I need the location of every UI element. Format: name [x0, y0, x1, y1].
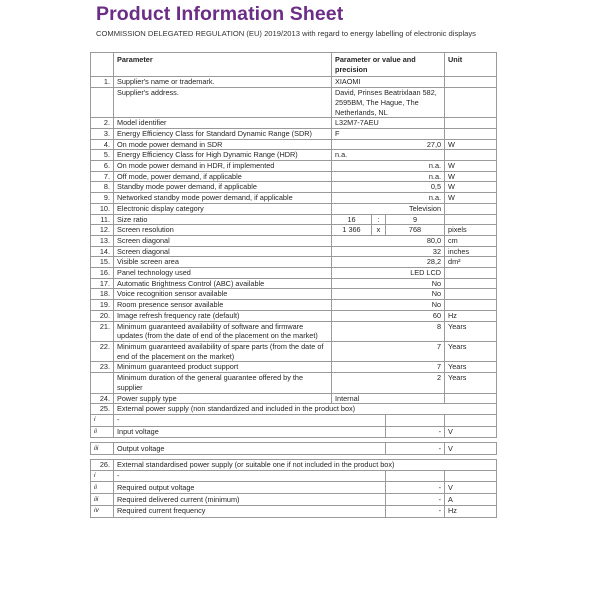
- table-row: [91, 128, 497, 139]
- table-row: [91, 289, 497, 300]
- row-value: n.a.: [332, 171, 445, 182]
- header-value: Parameter or value and precision: [332, 53, 445, 77]
- table-row: [91, 214, 497, 225]
- row-number: 8.: [91, 182, 114, 193]
- row-label: Minimum guaranteed product support: [114, 362, 332, 373]
- table-row: [91, 393, 497, 404]
- table-header-row: [91, 53, 497, 77]
- row-label: Screen resolution: [114, 225, 332, 236]
- header-unit: Unit: [445, 53, 497, 77]
- sub-index: ii: [91, 482, 114, 494]
- row-value: 7: [332, 362, 445, 373]
- sub-index: i: [91, 470, 114, 482]
- row-unit: W: [445, 182, 497, 193]
- row-value: 27,0: [332, 139, 445, 150]
- sub-unit: V: [445, 426, 497, 438]
- row-number: 20.: [91, 310, 114, 321]
- table-row: [91, 404, 497, 415]
- row-value: LED LCD: [332, 268, 445, 279]
- row-number: 3.: [91, 128, 114, 139]
- table-row: [91, 193, 497, 204]
- row-value: David, Prinses Beatrixlaan 582, 2595BM, The Hague, The Netherlands, NL: [332, 88, 445, 118]
- table-row: [91, 171, 497, 182]
- row-label: Screen diagonal: [114, 246, 332, 257]
- row-label: Panel technology used: [114, 268, 332, 279]
- sub-label: Output voltage: [114, 443, 386, 455]
- row-value: Television: [332, 203, 445, 214]
- table-row: [91, 310, 497, 321]
- header-parameter: Parameter: [114, 53, 332, 77]
- sub-unit: [445, 470, 497, 482]
- row-label: On mode power demand in HDR, if implemented: [114, 161, 332, 172]
- sub-index: iii: [91, 494, 114, 506]
- table-row: [91, 118, 497, 129]
- resolution-height: 768: [386, 225, 445, 236]
- row-number: 26.: [91, 460, 114, 471]
- ratio-separator: :: [372, 214, 386, 225]
- row-number: 4.: [91, 139, 114, 150]
- row-number: 10.: [91, 203, 114, 214]
- row-number: 18.: [91, 289, 114, 300]
- table-row: [91, 235, 497, 246]
- sub-label: -: [114, 414, 386, 426]
- row-unit: [445, 214, 497, 225]
- table-row: [91, 300, 497, 311]
- row-label: Power supply type: [114, 393, 332, 404]
- row-unit: pixels: [445, 225, 497, 236]
- sub-value: [386, 470, 445, 482]
- table-row: [91, 77, 497, 88]
- table-row: [91, 268, 497, 279]
- ratio-width: 16: [332, 214, 372, 225]
- row-value: 80,0: [332, 235, 445, 246]
- row-number: 15.: [91, 257, 114, 268]
- row-number: [91, 373, 114, 393]
- regulation-subtitle: COMMISSION DELEGATED REGULATION (EU) 2019/2013 with regard to energy labelling of electronic displays: [96, 29, 476, 38]
- table-row: [91, 278, 497, 289]
- row-unit: W: [445, 139, 497, 150]
- sub-index: ii: [91, 426, 114, 438]
- row-number: 14.: [91, 246, 114, 257]
- sub-value: -: [386, 426, 445, 438]
- sub-label: Required output voltage: [114, 482, 386, 494]
- row-number: 21.: [91, 321, 114, 341]
- row-unit: [445, 203, 497, 214]
- row-label: Electronic display category: [114, 203, 332, 214]
- row-unit: inches: [445, 246, 497, 257]
- product-info-table: [90, 52, 497, 518]
- resolution-separator: x: [372, 225, 386, 236]
- row-value: No: [332, 300, 445, 311]
- row-unit: [445, 150, 497, 161]
- row-label: Energy Efficiency Class for Standard Dynamic Range (SDR): [114, 128, 332, 139]
- row-value: 7: [332, 341, 445, 361]
- row-unit: [445, 77, 497, 88]
- row-unit: [445, 289, 497, 300]
- row-unit: Years: [445, 341, 497, 361]
- resolution-width: 1 366: [332, 225, 372, 236]
- row-value: 60: [332, 310, 445, 321]
- row-unit: W: [445, 193, 497, 204]
- row-value: n.a.: [332, 193, 445, 204]
- row-unit: Years: [445, 321, 497, 341]
- row-number: 17.: [91, 278, 114, 289]
- ratio-height: 9: [386, 214, 445, 225]
- sub-value: -: [386, 494, 445, 506]
- row-number: [91, 88, 114, 118]
- row-label: Visible screen area: [114, 257, 332, 268]
- row-unit: Hz: [445, 310, 497, 321]
- row-unit: [445, 268, 497, 279]
- row-label: Supplier's address.: [114, 88, 332, 118]
- row-label: Voice recognition sensor available: [114, 289, 332, 300]
- row-number: 24.: [91, 393, 114, 404]
- table-row: [91, 341, 497, 361]
- row-unit: [445, 128, 497, 139]
- sub-label: Input voltage: [114, 426, 386, 438]
- sub-index: iv: [91, 505, 114, 517]
- row-value: F: [332, 128, 445, 139]
- row-label: Off mode, power demand, if applicable: [114, 171, 332, 182]
- table-row: [91, 321, 497, 341]
- row-unit: cm: [445, 235, 497, 246]
- sub-value: [386, 414, 445, 426]
- sub-row: [91, 470, 497, 482]
- sub-index: iii: [91, 443, 114, 455]
- sub-label: -: [114, 470, 386, 482]
- sub-value: -: [386, 482, 445, 494]
- row-label: Networked standby mode power demand, if applicable: [114, 193, 332, 204]
- row-number: 25.: [91, 404, 114, 415]
- row-unit: [445, 393, 497, 404]
- table-row: [91, 257, 497, 268]
- row-unit: [445, 118, 497, 129]
- sub-value: -: [386, 443, 445, 455]
- row-number: 7.: [91, 171, 114, 182]
- row-unit: [445, 88, 497, 118]
- row-label: Automatic Brightness Control (ABC) available: [114, 278, 332, 289]
- row-unit: [445, 278, 497, 289]
- table-row: [91, 373, 497, 393]
- row-label: Standby mode power demand, if applicable: [114, 182, 332, 193]
- row-number: 12.: [91, 225, 114, 236]
- row-label: Screen diagonal: [114, 235, 332, 246]
- sub-unit: [445, 414, 497, 426]
- table-row: [91, 460, 497, 471]
- table-row: [91, 88, 497, 118]
- sub-unit: A: [445, 494, 497, 506]
- table-row: [91, 362, 497, 373]
- sub-row: [91, 414, 497, 426]
- page-title: Product Information Sheet: [96, 3, 344, 25]
- sub-unit: V: [445, 482, 497, 494]
- row-unit: W: [445, 161, 497, 172]
- row-label: Image refresh frequency rate (default): [114, 310, 332, 321]
- row-value: No: [332, 278, 445, 289]
- table-row: [91, 203, 497, 214]
- sub-row: [91, 505, 497, 517]
- row-unit: Years: [445, 373, 497, 393]
- section-label: External power supply (non standardized and included in the product box): [114, 404, 497, 415]
- row-value: 32: [332, 246, 445, 257]
- table-row: [91, 150, 497, 161]
- table-row: [91, 182, 497, 193]
- table-row: [91, 246, 497, 257]
- row-number: 6.: [91, 161, 114, 172]
- row-value: 2: [332, 373, 445, 393]
- row-unit: [445, 300, 497, 311]
- sub-label: Required current frequency: [114, 505, 386, 517]
- sub-row: [91, 426, 497, 438]
- row-number: 9.: [91, 193, 114, 204]
- row-label: Supplier's name or trademark.: [114, 77, 332, 88]
- sub-unit: Hz: [445, 505, 497, 517]
- row-value: 8: [332, 321, 445, 341]
- row-value: XIAOMI: [332, 77, 445, 88]
- row-unit: Years: [445, 362, 497, 373]
- row-value: n.a.: [332, 150, 445, 161]
- row-label: Minimum guaranteed availability of software and firmware updates (from the date of end of the placement on the market): [114, 321, 332, 341]
- row-value: 28,2: [332, 257, 445, 268]
- row-label: Room presence sensor available: [114, 300, 332, 311]
- row-number: 19.: [91, 300, 114, 311]
- row-value: 0,5: [332, 182, 445, 193]
- sub-label: Required delivered current (minimum): [114, 494, 386, 506]
- row-label: Minimum guaranteed availability of spare parts (from the date of end of the placement on the market): [114, 341, 332, 361]
- row-number: 23.: [91, 362, 114, 373]
- sub-row: [91, 494, 497, 506]
- sub-index: i: [91, 414, 114, 426]
- row-number: 13.: [91, 235, 114, 246]
- row-unit: dm²: [445, 257, 497, 268]
- row-label: Model identifier: [114, 118, 332, 129]
- row-label: Minimum duration of the general guarantee offered by the supplier: [114, 373, 332, 393]
- row-number: 5.: [91, 150, 114, 161]
- row-number: 2.: [91, 118, 114, 129]
- header-num-cell: [91, 53, 114, 77]
- row-value: No: [332, 289, 445, 300]
- sub-row: [91, 443, 497, 455]
- row-value: L32M7-7AEU: [332, 118, 445, 129]
- row-number: 22.: [91, 341, 114, 361]
- sub-value: -: [386, 505, 445, 517]
- row-number: 16.: [91, 268, 114, 279]
- row-label: Size ratio: [114, 214, 332, 225]
- row-value: n.a.: [332, 161, 445, 172]
- section-label: External standardised power supply (or suitable one if not included in the product box): [114, 460, 497, 471]
- table-row: [91, 139, 497, 150]
- table-row: [91, 225, 497, 236]
- row-unit: W: [445, 171, 497, 182]
- table-row: [91, 161, 497, 172]
- row-number: 11.: [91, 214, 114, 225]
- row-value: Internal: [332, 393, 445, 404]
- row-number: 1.: [91, 77, 114, 88]
- row-label: On mode power demand in SDR: [114, 139, 332, 150]
- row-label: Energy Efficiency Class for High Dynamic Range (HDR): [114, 150, 332, 161]
- sub-unit: V: [445, 443, 497, 455]
- sub-row: [91, 482, 497, 494]
